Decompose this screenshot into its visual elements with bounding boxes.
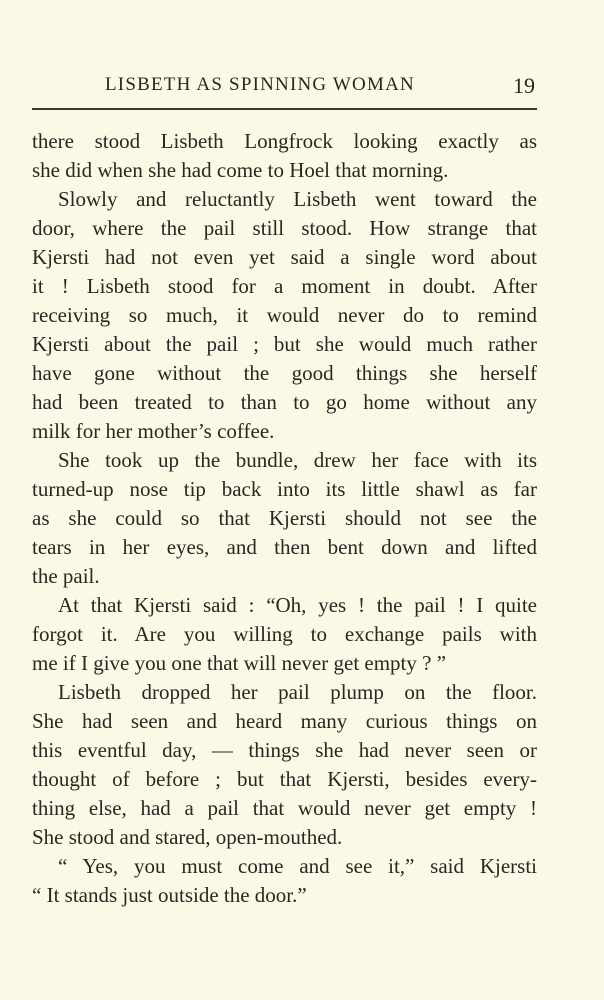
text-line: have gone without the good things she herself: [32, 361, 537, 385]
text-line: forgot it. Are you willing to exchange pails with: [32, 622, 537, 646]
text-line: Kjersti about the pail ; but she would much rather: [32, 332, 537, 356]
text-line: “ It stands just outside the door.”: [32, 883, 307, 907]
page-header: [32, 74, 537, 100]
text-line: milk for her mother’s coffee.: [32, 419, 275, 443]
text-line: the pail.: [32, 564, 100, 588]
text-line: Lisbeth dropped her pail plump on the floor.: [58, 680, 537, 704]
text-line: She stood and stared, open-mouthed.: [32, 825, 343, 849]
text-line: Slowly and reluctantly Lisbeth went toward the: [58, 187, 537, 211]
text-line: thing else, had a pail that would never get empty !: [32, 796, 537, 820]
body-text: [32, 127, 537, 910]
text-line: she did when she had come to Hoel that morning.: [32, 158, 449, 182]
text-line: receiving so much, it would never do to remind: [32, 303, 537, 327]
text-line: there stood Lisbeth Longfrock looking exactly as: [32, 129, 537, 153]
page-number: 19: [513, 73, 535, 98]
text-line: Kjersti had not even yet said a single word about: [32, 245, 537, 269]
text-line: She had seen and heard many curious things on: [32, 709, 537, 733]
text-line: At that Kjersti said : “Oh, yes ! the pail ! I quite: [58, 593, 537, 617]
header-rule: [32, 108, 537, 110]
text-line: She took up the bundle, drew her face with its: [58, 448, 537, 472]
text-line: “ Yes, you must come and see it,” said Kjersti: [58, 854, 537, 878]
text-line: it ! Lisbeth stood for a moment in doubt. After: [32, 274, 537, 298]
text-line: as she could so that Kjersti should not see the: [32, 506, 537, 530]
text-line: tears in her eyes, and then bent down and lifted: [32, 535, 537, 559]
text-line: thought of before ; but that Kjersti, besides every-: [32, 767, 537, 791]
text-line: me if I give you one that will never get empty ? ”: [32, 651, 447, 675]
text-line: had been treated to than to go home without any: [32, 390, 537, 414]
text-line: turned-up nose tip back into its little shawl as far: [32, 477, 537, 501]
text-line: door, where the pail still stood. How strange that: [32, 216, 537, 240]
text-line: this eventful day, — things she had never seen or: [32, 738, 537, 762]
running-title: LISBETH AS SPINNING WOMAN: [105, 74, 415, 95]
